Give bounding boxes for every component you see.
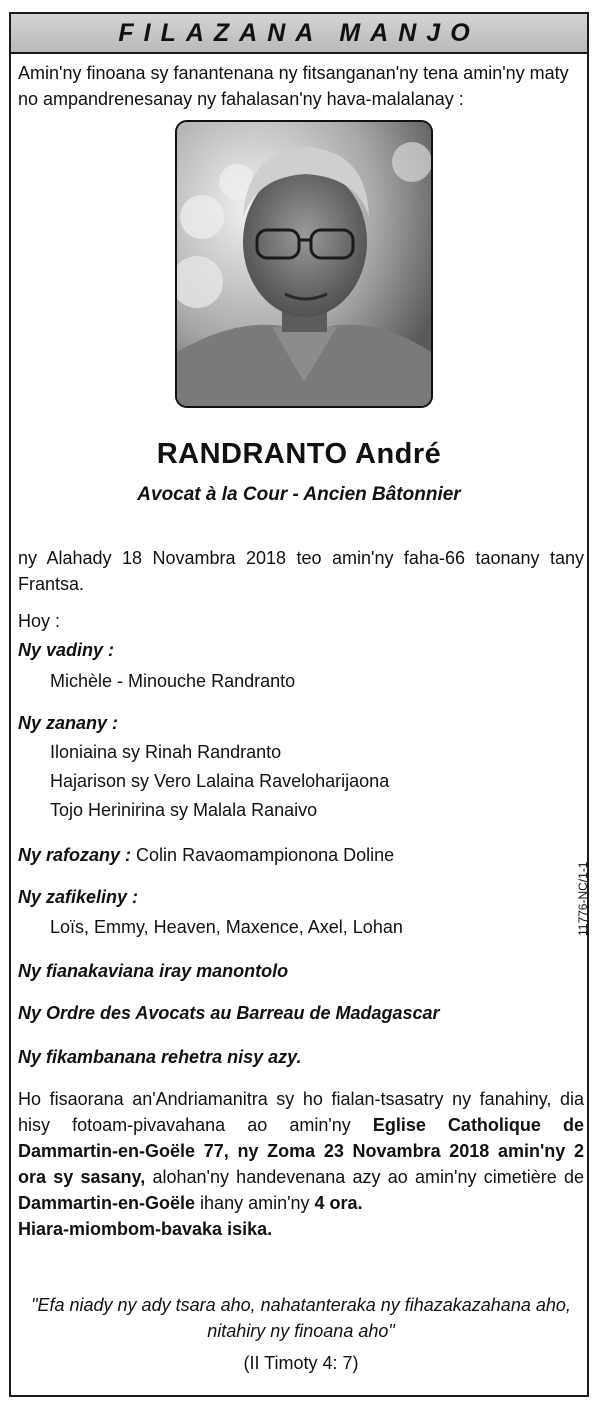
portrait-illustration (177, 122, 431, 406)
hoy-label: Hoy : (18, 611, 61, 631)
header-bar (11, 14, 587, 54)
ceremony-part-3: ihany amin'ny (195, 1193, 315, 1213)
sibling-line (18, 842, 584, 868)
reference-code: 11776-NC/1-1 (576, 861, 590, 936)
sibling-label: Ny rafozany : (18, 845, 132, 865)
ceremony-part-2: alohan'ny handevenana azy ao amin'ny cimetière de (145, 1167, 584, 1187)
death-notice: ny Alahady 18 Novambra 2018 teo amin'ny faha-66 taonany tany Frantsa. (18, 548, 584, 594)
deceased-name: RANDRANTO André (156, 438, 442, 470)
sibling-name: Colin Ravaomampionona Doline (136, 845, 395, 865)
bar-line: Ny Ordre des Avocats au Barreau de Madagascar (18, 1003, 440, 1023)
grandchildren-label: Ny zafikeliny : (18, 887, 139, 907)
grandchildren-names: Loïs, Emmy, Heaven, Maxence, Axel, Lohan (50, 917, 403, 937)
spouse-label: Ny vadiny : (18, 640, 115, 660)
header-title: FILAZANA MANJO (118, 19, 480, 47)
portrait-photo (175, 120, 433, 408)
ceremony-time: 4 ora. (314, 1193, 363, 1213)
bible-verse: "Efa niady ny ady tsara aho, nahatanteraka ny fihazakazahana aho, nitahiry ny finoana aho" (31, 1295, 571, 1341)
ceremony-text (18, 1086, 584, 1242)
children-label: Ny zanany : (18, 713, 119, 733)
deceased-title: Avocat à la Cour - Ancien Bâtonnier (137, 484, 461, 505)
ceremony-closing: Hiara-miombom-bavaka isika. (18, 1219, 273, 1239)
intro-text: Amin'ny finoana sy fanantenana ny fitsanganan'ny tena amin'ny maty no ampandrenesanay ny fahalasan'ny hava-malalanay : (18, 63, 569, 109)
child-line-1: Iloniaina sy Rinah Randranto (50, 742, 282, 762)
ceremony-church: Eglise Catholique de Dammartin-en-Goële 77, ny Zoma 23 Novambra 2018 amin'ny 2 ora sy sasany, (18, 1115, 584, 1187)
child-line-3: Tojo Herinirina sy Malala Ranaivo (50, 800, 318, 820)
associations-line: Ny fikambanana rehetra nisy azy. (18, 1047, 302, 1067)
obituary-frame (9, 12, 589, 1397)
family-line: Ny fianakaviana iray manontolo (18, 961, 289, 981)
child-line-2: Hajarison sy Vero Lalaina Raveloharijaona (50, 771, 390, 791)
spouse-name: Michèle - Minouche Randranto (50, 671, 296, 691)
ceremony-part-1: Ho fisaorana an'Andriamanitra sy ho fialan-tsasatry ny fanahiny, dia hisy fotoam-pivavahana ao amin'ny (18, 1089, 584, 1135)
ceremony-cemetery: Dammartin-en-Goële (18, 1193, 196, 1213)
bible-reference: (II Timoty 4: 7) (243, 1353, 359, 1373)
